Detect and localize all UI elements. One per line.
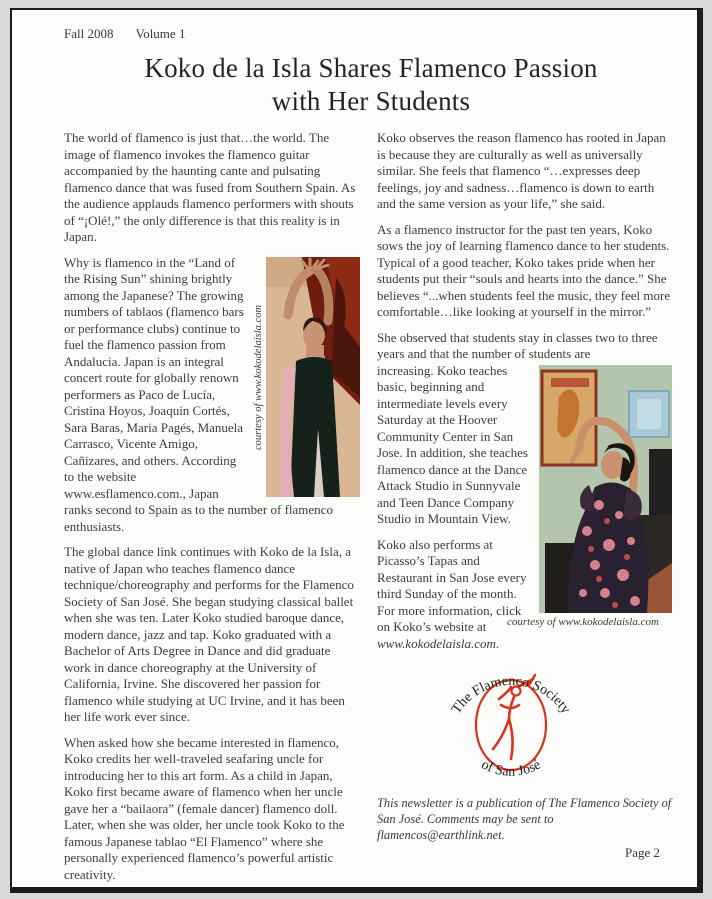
footer-note: This newsletter is a publication of The Flamenco Society of San José. Comments may be sent to flamencos@earthlink.net. — [377, 796, 672, 842]
right-column — [377, 130, 672, 892]
photo-dancer-black-dress — [253, 257, 360, 497]
volume-label: Volume 1 — [135, 26, 186, 41]
photo-dancer-floral-dress — [507, 365, 672, 629]
page-content — [12, 10, 697, 892]
photo1-caption-vertical: courtesy of www.kokodelaisla.com — [253, 303, 264, 450]
masthead — [64, 26, 678, 42]
flamenco-society-logo — [363, 661, 658, 791]
title-line-2: with Her Students — [271, 86, 471, 116]
paragraph-seafaring-uncle: When asked how she became interested in flamenco, Koko credits her well-traveled seafaring uncle for introducing her to this art form. As a child in Japan, Koko first became aware of flamenco when her uncle gave her a “bailaora” (female dancer) flamenco doll. Later, when she was older, her uncle took Koko to the famous Japanese tablao “El Flamenco” where she personally experienced flamenco’s powerful artistic creativity. — [64, 734, 345, 882]
newsletter-page — [10, 8, 703, 893]
title-line-1: Koko de la Isla Shares Flamenco Passion — [144, 53, 598, 83]
photo2-caption: courtesy of www.kokodelaisla.com — [507, 615, 659, 628]
performances-text: Koko also performs at Picasso’s Tapas and Restaurant in San Jose every third Sunday of the month. For more information, click on Koko’s website at — [377, 536, 527, 634]
issue-date: Fall 2008 — [64, 26, 114, 41]
flamenco-dancer-photo-1 — [266, 257, 360, 497]
paragraph-students-intro: She observed that students stay in classes two to three years and that the number of students are — [377, 329, 658, 361]
paragraph-flamenco-rooted-japan: Koko observes the reason flamenco has rooted in Japan is because they are culturally as well as universally similar. She feels that flamenco “…expresses deep feelings, joy and sadness…flamenco is down to earth and the same version as your life,” she said. — [377, 130, 666, 211]
logo-arc-top-text: The Flamenco Society — [448, 673, 573, 717]
svg-text:of San José — [478, 757, 543, 779]
paragraph-world-of-flamenco: The world of flamenco is just that…the world. The image of flamenco invokes the flamenco guitar accompanied by the haunting cante and pulsating flamenco dance that was fused from Southern Spain. As the audience applauds flamenco performers with shouts of “¡Olé!,” the only difference is that this reality is in Japan. — [64, 130, 356, 244]
performances-period: . — [495, 635, 500, 651]
paragraph-global-dance-link: The global dance link continues with Koko de la Isla, a native of Japan who teaches flamenco dance technique/choreography and performs for the Flamenco Society of San José. She began studying classical ballet when she was ten. Later Koko studied baroque dance, modern dance, jazz and tap. Koko graduated with a Bachelor of Arts Degree in Dance and did graduate work in dance choreography at the University of California, Irvine. She discovered her passion for flamenco while studying at UC Irvine, and it has been her life work ever since. — [64, 544, 354, 724]
paragraph-classes-locations: increasing. Koko teaches basic, beginning and intermediate levels every Saturday at the Hoover Community Center in San Jose. In addition, she teaches flamenco dance at the Dance Attack Studio in Sunnyvale and Teen Dance Company Studio in Mountain View. — [377, 362, 528, 526]
two-column-layout — [64, 130, 678, 892]
page-title — [64, 52, 678, 118]
page-number: Page 2 — [624, 845, 660, 860]
flamenco-dancer-photo-2 — [539, 365, 672, 613]
paragraph-flamenco-instructor: As a flamenco instructor for the past ten years, Koko sows the joy of learning flamenco dance to her students. Typical of a good teacher, Koko takes pride when her students put their “souls and hearts into the dance.” She believes “...when students feel the music, they feel more comfortable…like looking at yourself in the mirror.” — [377, 221, 671, 319]
website-url: www.kokodelaisla.com — [377, 635, 496, 651]
logo-arc-bottom-text: of San José — [478, 757, 543, 780]
flamenco-society-logo-graphic — [421, 661, 601, 791]
left-column — [64, 130, 360, 892]
paragraph-land-of-rising-sun: Why is flamenco in the “Land of the Rising Sun” shining brightly among the Japanese? The growing numbers of tablaos (flamenco bars or performance clubs) continue to fuel the flamenco passion from Andalucia. Japan is an integral concert route for globally renown performers as Paco de Lucía, Cristina Hoyos, Joaquin Cortés, Sara Baras, Maria Pagés, Manuela Carrasco, Vicente Amigo, Cañizares, and others. According to the website www.esflamenco.com., Japan ranks second to Spain as to the number of flamenco enthusiasts. — [64, 254, 333, 534]
